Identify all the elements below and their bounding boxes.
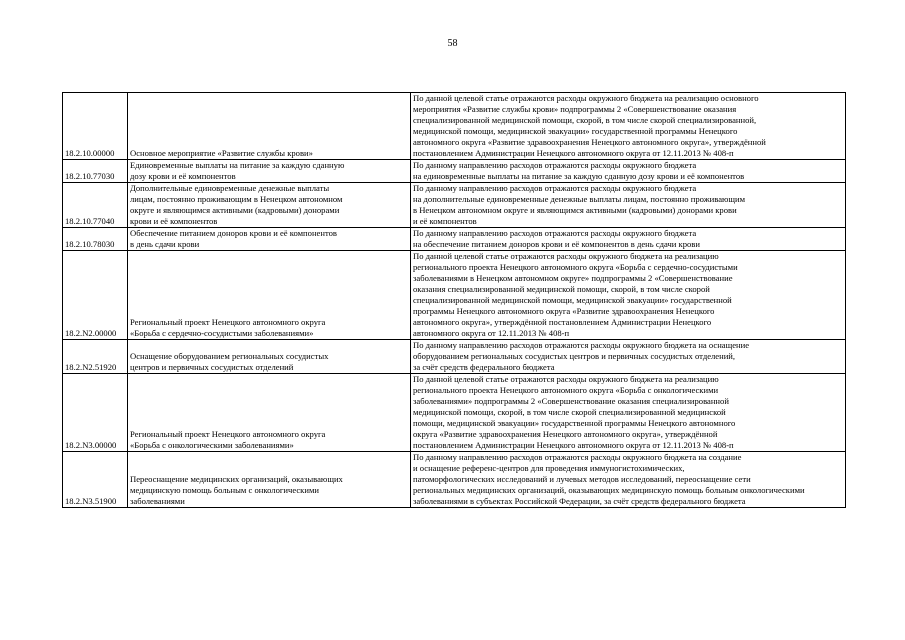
description-line: По данному направлению расходов отражаются расходы окружного бюджета xyxy=(413,183,697,193)
target-article-name xyxy=(128,183,411,228)
target-article-name xyxy=(128,93,411,160)
target-article-code: 18.2.10.77030 xyxy=(63,160,128,183)
description-line: медицинской помощи, медицинской эвакуации» государственной программы Ненецкого xyxy=(413,126,738,136)
target-article-code: 18.2.10.77040 xyxy=(63,183,128,228)
description-line: заболеваниями в Ненецком автономном округе» подпрограммы 2 «Совершенствование xyxy=(413,273,733,283)
name-line: «Борьба с сердечно-сосудистыми заболеваниями» xyxy=(130,328,314,338)
name-line: лицам, постоянно проживающим в Ненецком автономном xyxy=(130,194,343,204)
description-line: программы Ненецкого автономного округа «Развитие здравоохранения Ненецкого xyxy=(413,306,715,316)
description-line: регионального проекта Ненецкого автономного округа «Борьба с сердечно-сосудистыми xyxy=(413,262,738,272)
description-line: специализированной медицинской помощи, медицинской эвакуации» государственной xyxy=(413,295,732,305)
description-line: оборудованием региональных сосудистых центров и первичных сосудистых отделений, xyxy=(413,351,736,361)
description-line: По данному направлению расходов отражаются расходы окружного бюджета на оснащение xyxy=(413,340,750,350)
target-article-name xyxy=(128,452,411,508)
description-line: патоморфологических исследований и лучевых методов исследований, переоснащение сети xyxy=(413,474,751,484)
description-line: медицинской помощи, скорой, в том числе скорой специализированной медицинской xyxy=(413,407,726,417)
target-article-name xyxy=(128,160,411,183)
name-line: Региональный проект Ненецкого автономного округа xyxy=(130,429,326,439)
table-row xyxy=(63,340,846,374)
target-article-code: 18.2.10.78030 xyxy=(63,228,128,251)
description-line: постановлением Администрации Ненецкого автономного округа от 12.11.2013 № 408-п xyxy=(413,148,734,158)
name-line: в день сдачи крови xyxy=(130,239,200,249)
target-article-name xyxy=(128,340,411,374)
table-row xyxy=(63,374,846,452)
name-line: Переоснащение медицинских организаций, оказывающих xyxy=(130,474,343,484)
target-article-name xyxy=(128,251,411,340)
name-line: Оснащение оборудованием региональных сосудистых xyxy=(130,351,329,361)
target-article-name xyxy=(128,228,411,251)
description-line: округа «Развитие здравоохранения Ненецкого автономного округа», утверждённой xyxy=(413,429,718,439)
name-line: Обеспечение питанием доноров крови и её компонентов xyxy=(130,228,337,238)
description-line: региональных медицинских организаций, оказывающих медицинскую помощь больным онкологическими xyxy=(413,485,805,495)
target-article-description xyxy=(411,228,846,251)
description-line: автономного округа от 12.11.2013 № 408-п xyxy=(413,328,570,338)
description-line: автономного округа «Развитие здравоохранения Ненецкого автономного округа», утверждённой xyxy=(413,137,766,147)
name-line: заболеваниями xyxy=(130,496,185,506)
description-line: По данной целевой статье отражаются расходы окружного бюджета на реализацию xyxy=(413,251,719,261)
name-line: Региональный проект Ненецкого автономного округа xyxy=(130,317,326,327)
description-line: По данному направлению расходов отражаются расходы окружного бюджета xyxy=(413,228,697,238)
description-line: в Ненецком автономном округе и являющимся активными (кадровыми) донорами крови xyxy=(413,205,737,215)
target-article-description xyxy=(411,374,846,452)
target-article-description xyxy=(411,183,846,228)
target-article-name xyxy=(128,374,411,452)
name-line: медицинскую помощь больным с онкологическими xyxy=(130,485,319,495)
description-line: и оснащение референс-центров для проведения иммуногистохимических, xyxy=(413,463,685,473)
description-line: автономного округа», утверждённой постановлением Администрации Ненецкого xyxy=(413,317,712,327)
name-line: Дополнительные единовременные денежные выплаты xyxy=(130,183,330,193)
description-line: заболеваниями» подпрограммы 2 «Совершенствование оказания специализированной xyxy=(413,396,729,406)
budget-classification-table xyxy=(62,92,846,508)
page-number: 58 xyxy=(447,38,458,49)
target-article-description xyxy=(411,93,846,160)
table-row xyxy=(63,160,846,183)
description-line: По данной целевой статье отражаются расходы окружного бюджета на реализацию основного xyxy=(413,93,759,103)
name-line: Основное мероприятие «Развитие службы крови» xyxy=(130,148,313,158)
description-line: на единовременные выплаты на питание за каждую сданную дозу крови и её компонентов xyxy=(413,171,745,181)
table-row xyxy=(63,228,846,251)
target-article-code: 18.2.N2.51920 xyxy=(63,340,128,374)
name-line: центров и первичных сосудистых отделений xyxy=(130,362,294,372)
description-line: мероприятия «Развитие службы крови» подпрограммы 2 «Совершенствование оказания xyxy=(413,104,737,114)
target-article-code: 18.2.10.00000 xyxy=(63,93,128,160)
target-article-code: 18.2.N2.00000 xyxy=(63,251,128,340)
target-article-code: 18.2.N3.00000 xyxy=(63,374,128,452)
table-row xyxy=(63,251,846,340)
description-line: регионального проекта Ненецкого автономного округа «Борьба с онкологическими xyxy=(413,385,719,395)
target-article-code: 18.2.N3.51900 xyxy=(63,452,128,508)
description-line: помощи, медицинской эвакуации» государственной программы Ненецкого автономного xyxy=(413,418,736,428)
table-row xyxy=(63,93,846,160)
description-line: на дополнительные единовременные денежные выплаты лицам, постоянно проживающим xyxy=(413,194,746,204)
description-line: По данной целевой статье отражаются расходы окружного бюджета на реализацию xyxy=(413,374,719,384)
description-line: По данному направлению расходов отражаются расходы окружного бюджета на создание xyxy=(413,452,742,462)
description-line: заболеваниями в субъектах Российской Федерации, за счёт средств федерального бюджета xyxy=(413,496,746,506)
name-line: дозу крови и её компонентов xyxy=(130,171,236,181)
description-line: на обеспечение питанием доноров крови и её компонентов в день сдачи крови xyxy=(413,239,700,249)
target-article-description xyxy=(411,160,846,183)
description-line: и её компонентов xyxy=(413,216,477,226)
description-line: за счёт средств федерального бюджета xyxy=(413,362,555,372)
name-line: «Борьба с онкологическими заболеваниями» xyxy=(130,440,294,450)
description-line: оказания специализированной медицинской помощи, скорой, в том числе скорой xyxy=(413,284,710,294)
target-article-description xyxy=(411,251,846,340)
name-line: округе и являющимся активными (кадровыми) донорами xyxy=(130,205,340,215)
description-line: специализированной медицинской помощи, скорой, в том числе скорой специализированной, xyxy=(413,115,757,125)
table-row xyxy=(63,452,846,508)
description-line: постановлением Администрации Ненецкого автономного округа от 12.11.2013 № 408-п xyxy=(413,440,734,450)
target-article-description xyxy=(411,340,846,374)
description-line: По данному направлению расходов отражаются расходы окружного бюджета xyxy=(413,160,697,170)
name-line: крови и её компонентов xyxy=(130,216,218,226)
name-line: Единовременные выплаты на питание за каждую сданную xyxy=(130,160,345,170)
target-article-description xyxy=(411,452,846,508)
table-row xyxy=(63,183,846,228)
